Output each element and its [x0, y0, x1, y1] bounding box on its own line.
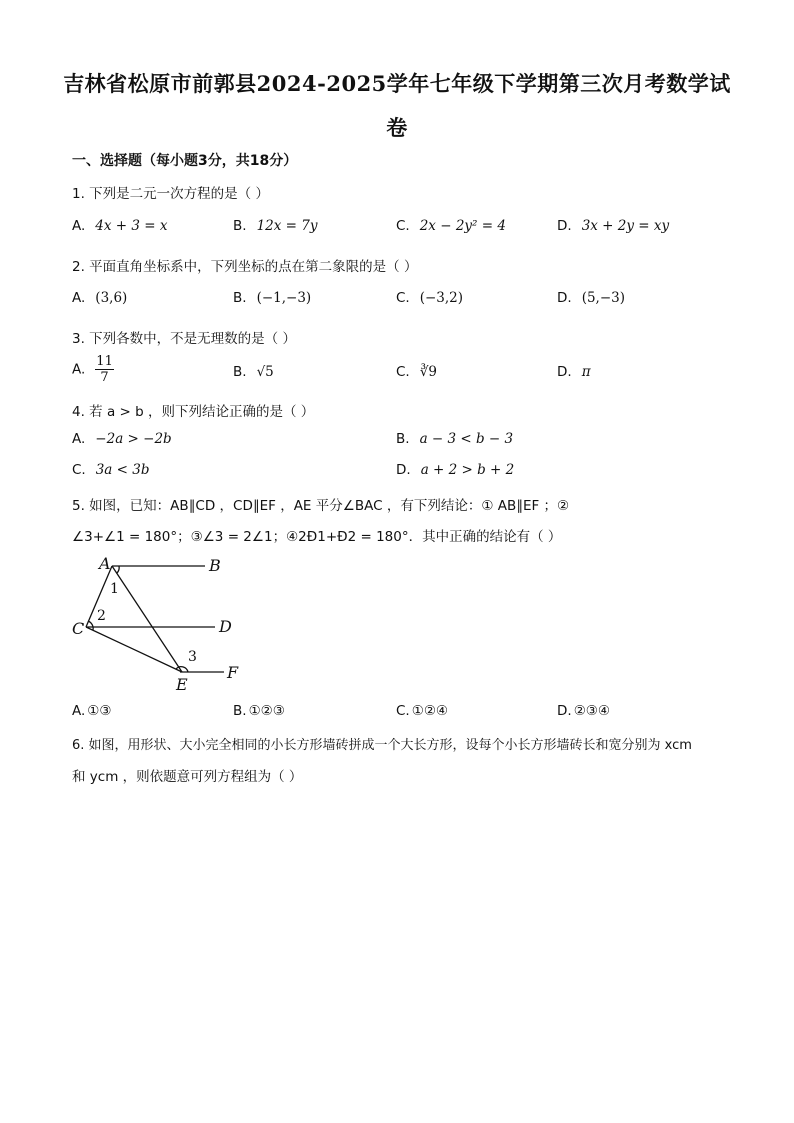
question-2-option-b: B. (−1,−3) — [233, 290, 312, 306]
question-1-option-a: A. 4x + 3 = x — [72, 218, 168, 234]
exam-title-line1: 吉林省松原市前郭县2024-2025学年七年级下学期第三次月考数学试 — [63, 71, 731, 96]
question-1-option-d: D. 3x + 2y = xy — [557, 218, 670, 234]
angle-label-1: 1 — [110, 581, 119, 597]
angle-label-2: 2 — [97, 608, 106, 624]
point-label-b: B — [209, 556, 221, 575]
point-label-e: E — [176, 675, 188, 692]
angle-1-arc — [117, 566, 119, 573]
point-label-a: A — [99, 554, 111, 573]
point-label-d: D — [219, 617, 232, 636]
question-3-option-b: B. √5 — [233, 364, 274, 380]
question-2-option-c: C. (−3,2) — [396, 290, 464, 306]
question-5-option-b: B. ①②③ — [233, 703, 285, 719]
question-1-option-b: B. 12x = 7y — [233, 218, 318, 234]
question-3-option-d: D. π — [557, 364, 591, 380]
question-3-option-c: C. ∛9 — [396, 364, 437, 380]
question-4-option-b: B. a − 3 < b − 3 — [396, 431, 514, 447]
point-label-f: F — [227, 663, 239, 682]
question-4-stem: 4. 若 a > b ，则下列结论正确的是（ ） — [72, 404, 315, 420]
question-2-option-a: A. (3,6) — [72, 290, 128, 306]
exam-title-line2: 卷 — [386, 115, 408, 140]
question-3-option-a: A. $\frac{11}{7}$ — [72, 354, 113, 385]
question-5-option-d: D. ②③④ — [557, 703, 610, 719]
question-1-stem: 1. 下列是二元一次方程的是（ ） — [72, 186, 269, 202]
question-2-stem: 2. 平面直角坐标系中，下列坐标的点在第二象限的是（ ） — [72, 259, 418, 275]
fraction: $\frac{11}{7}$ — [96, 354, 113, 385]
question-4-option-d: D. a + 2 > b + 2 — [396, 462, 515, 478]
section-heading: 一、选择题（每小题3分，共18分） — [72, 153, 298, 169]
question-5-stem-line1: 5. 如图，已知：AB∥CD ，CD∥EF ，AE 平分∠BAC ，有下列结论：① AB∥EF ；② — [72, 498, 570, 514]
point-label-c: C — [72, 619, 85, 638]
parallel-lines-figure — [70, 552, 260, 692]
question-4-option-c: C. 3a < 3b — [72, 462, 150, 478]
question-6-stem-line1: 6. 如图，用形状、大小完全相同的小长方形墙砖拼成一个大长方形，设每个小长方形墙砖长和宽分别为 xcm — [72, 738, 692, 753]
question-5-stem-line2: ∠3+∠1 = 180°；③∠3 = 2∠1；④2Ð1+Ð2 = 180°．其中正确的结论有（ ） — [72, 529, 562, 545]
question-1-option-c: C. 2x − 2y² = 4 — [396, 218, 506, 234]
question-5-option-c: C. ①②④ — [396, 703, 449, 719]
question-4-option-a: A. −2a > −2b — [72, 431, 172, 447]
question-3-stem: 3. 下列各数中，不是无理数的是（ ） — [72, 331, 296, 347]
question-6-stem-line2: 和 ycm ，则依题意可列方程组为（ ） — [72, 769, 303, 785]
question-5-option-a: A. ①③ — [72, 703, 112, 719]
question-2-option-d: D. (5,−3) — [557, 290, 626, 306]
angle-label-3: 3 — [188, 649, 197, 665]
